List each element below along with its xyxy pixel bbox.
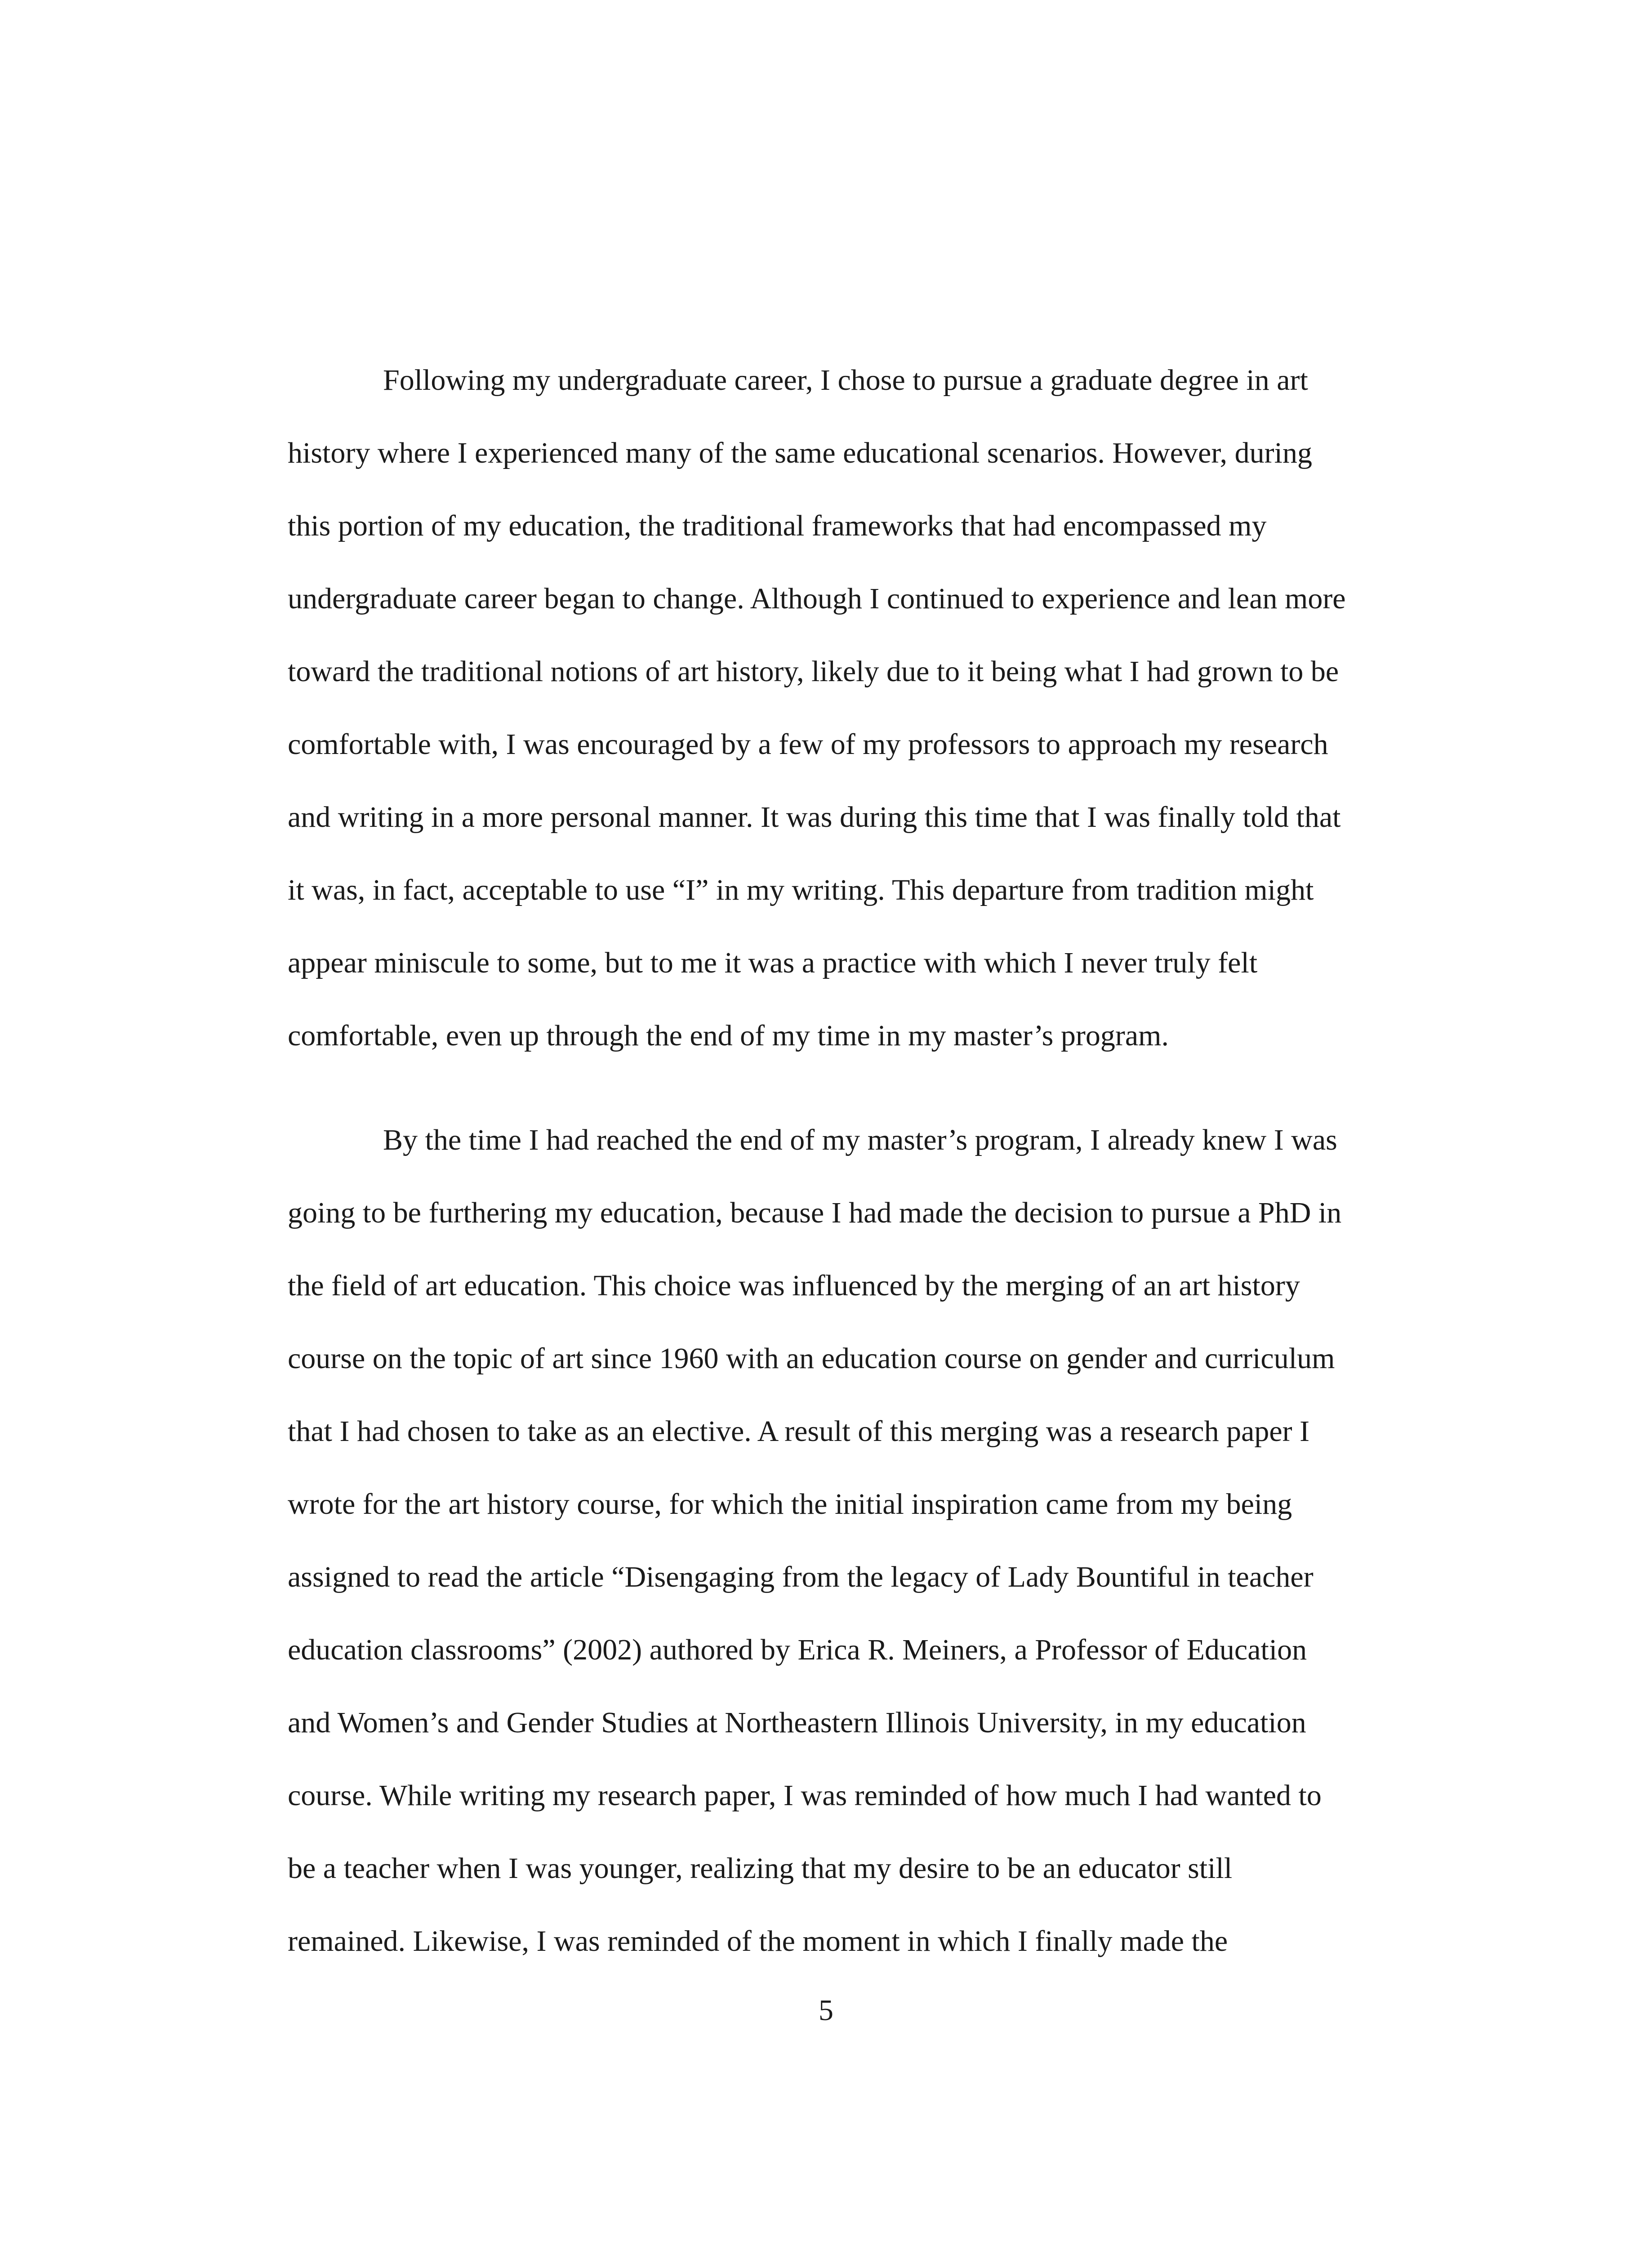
page-number: 5 — [819, 1994, 833, 2027]
paragraph-line: By the time I had reached the end of my master’s program, I already knew I was — [383, 1124, 1337, 1156]
paragraph-line: history where I experienced many of the same educational scenarios. However, during — [288, 437, 1312, 469]
paragraph-line: going to be furthering my education, because I had made the decision to pursue a PhD in — [288, 1196, 1342, 1229]
paragraph-line: comfortable with, I was encouraged by a few of my professors to approach my research — [288, 728, 1328, 761]
paragraph-line: remained. Likewise, I was reminded of the moment in which I finally made the — [288, 1925, 1228, 1958]
paragraph-line: this portion of my education, the traditional frameworks that had encompassed my — [288, 509, 1267, 542]
paragraph-line: education classrooms” (2002) authored by Erica R. Meiners, a Professor of Education — [288, 1633, 1307, 1666]
paragraph-line: toward the traditional notions of art history, likely due to it being what I had grown to be — [288, 655, 1339, 688]
paragraph-line: wrote for the art history course, for which the initial inspiration came from my being — [288, 1488, 1292, 1521]
paragraph-line: Following my undergraduate career, I chose to pursue a graduate degree in art — [383, 364, 1308, 397]
paragraph-line: course on the topic of art since 1960 with an education course on gender and curriculum — [288, 1342, 1335, 1375]
paragraph-line: comfortable, even up through the end of my time in my master’s program. — [288, 1019, 1169, 1052]
paragraph-line: the field of art education. This choice was influenced by the merging of an art history — [288, 1269, 1300, 1302]
paragraph-line: be a teacher when I was younger, realizing that my desire to be an educator still — [288, 1852, 1233, 1885]
paragraph-line: and Women’s and Gender Studies at Northeastern Illinois University, in my education — [288, 1706, 1306, 1739]
paragraph-line: and writing in a more personal manner. It was during this time that I was finally told that — [288, 801, 1341, 834]
paragraph-line: course. While writing my research paper, I was reminded of how much I had wanted to — [288, 1779, 1322, 1812]
paragraph-line: it was, in fact, acceptable to use “I” in my writing. This departure from tradition might — [288, 874, 1314, 906]
paragraph-line: that I had chosen to take as an elective. A result of this merging was a research paper I — [288, 1415, 1310, 1448]
paragraph-line: undergraduate career began to change. Although I continued to experience and lean more — [288, 582, 1346, 615]
paragraph-line: assigned to read the article “Disengaging from the legacy of Lady Bountiful in teacher — [288, 1561, 1314, 1593]
paragraph-line: appear miniscule to some, but to me it was a practice with which I never truly felt — [288, 946, 1258, 979]
